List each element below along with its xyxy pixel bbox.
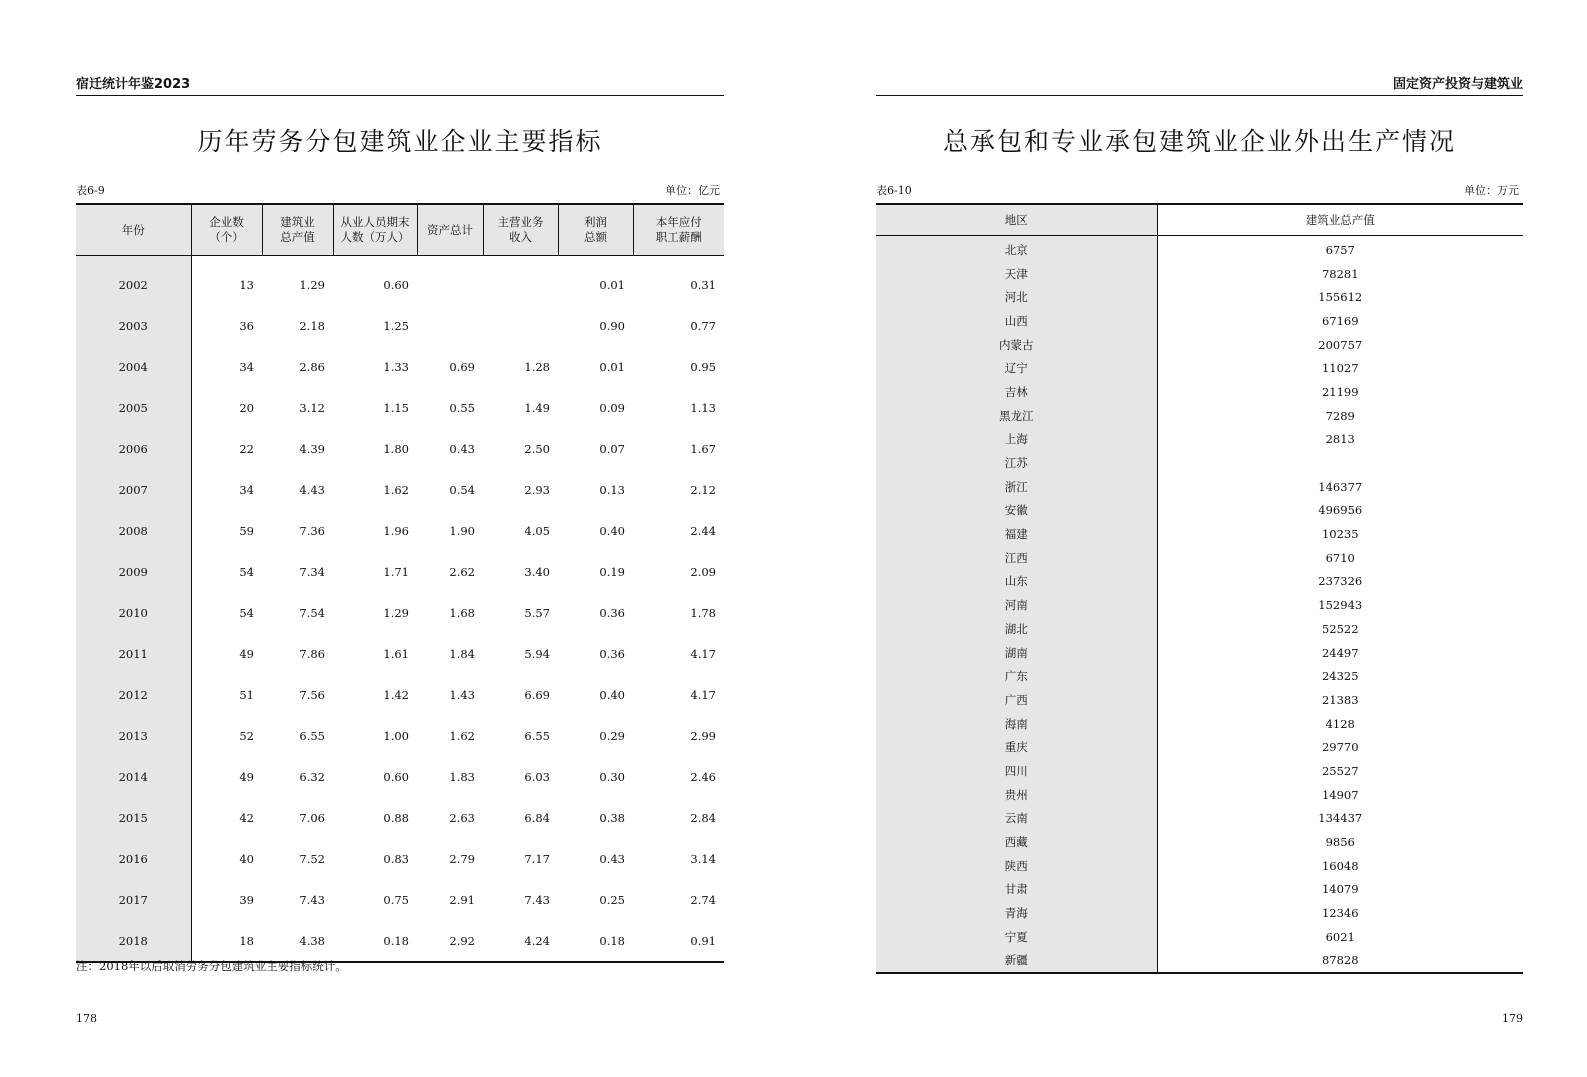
value-cell: 0.60 <box>383 769 409 784</box>
value-cell: 1.43 <box>449 687 475 702</box>
value-cell: 16048 <box>1321 858 1359 873</box>
table-code: 表6-9 <box>76 184 105 197</box>
table-row <box>76 387 724 428</box>
value-cell: 2.44 <box>690 523 716 538</box>
table-body <box>876 236 1523 974</box>
value-cell: 0.13 <box>599 482 625 497</box>
value-cell: 7.56 <box>299 687 325 702</box>
value-cell: 2.74 <box>690 892 716 907</box>
table-row <box>76 756 724 797</box>
value-cell: 52 <box>239 728 254 743</box>
value-cell: 0.18 <box>383 933 409 948</box>
value-cell: 0.38 <box>599 810 625 825</box>
year-cell: 2011 <box>76 633 191 674</box>
table-row <box>76 797 724 838</box>
value-cell: 4.43 <box>299 482 325 497</box>
value-cell: 3.40 <box>524 564 550 579</box>
value-cell <box>483 256 558 306</box>
table-row <box>876 735 1523 759</box>
value-cell: 13 <box>239 277 254 292</box>
value-cell: 7289 <box>1325 408 1355 423</box>
year-cell: 2015 <box>76 797 191 838</box>
value-cell: 0.43 <box>599 851 625 866</box>
table-row <box>76 920 724 962</box>
table-row <box>76 469 724 510</box>
value-cell: 34 <box>239 359 254 374</box>
table-row <box>876 901 1523 925</box>
table-row <box>76 715 724 756</box>
table-row <box>876 333 1523 357</box>
value-cell: 0.91 <box>690 933 716 948</box>
value-cell: 42 <box>239 810 254 825</box>
region-cell: 海南 <box>876 712 1157 736</box>
value-cell: 237326 <box>1318 574 1363 589</box>
table-row <box>876 499 1523 523</box>
value-cell: 2.50 <box>524 441 550 456</box>
value-cell: 4.17 <box>690 687 716 702</box>
value-cell: 1.49 <box>524 400 550 415</box>
value-cell: 54 <box>239 605 254 620</box>
value-cell: 25527 <box>1321 763 1359 778</box>
value-cell: 51 <box>239 687 254 702</box>
table-row <box>876 475 1523 499</box>
value-cell: 12346 <box>1321 906 1359 921</box>
value-cell: 1.84 <box>449 646 475 661</box>
value-cell: 1.29 <box>299 277 325 292</box>
column-header: 本年应付 职工薪酬 <box>633 204 724 256</box>
table-meta <box>876 184 1523 198</box>
table-row <box>876 641 1523 665</box>
value-cell: 0.30 <box>599 769 625 784</box>
table-row <box>876 759 1523 783</box>
year-cell: 2009 <box>76 551 191 592</box>
region-cell: 新疆 <box>876 949 1157 974</box>
value-cell: 6.55 <box>524 728 550 743</box>
value-cell: 0.19 <box>599 564 625 579</box>
region-cell: 甘肃 <box>876 878 1157 902</box>
region-cell: 北京 <box>876 236 1157 262</box>
region-cell: 贵州 <box>876 783 1157 807</box>
value-cell: 7.06 <box>299 810 325 825</box>
value-cell: 7.17 <box>524 851 550 866</box>
value-cell: 2.62 <box>449 564 475 579</box>
year-cell: 2007 <box>76 469 191 510</box>
year-cell: 2006 <box>76 428 191 469</box>
value-cell: 1.25 <box>383 318 409 333</box>
outbound-production-table <box>876 203 1523 974</box>
value-cell: 0.29 <box>599 728 625 743</box>
table-row <box>76 428 724 469</box>
table-row <box>76 592 724 633</box>
right-page <box>876 0 1523 1077</box>
year-cell: 2014 <box>76 756 191 797</box>
value-cell: 29770 <box>1321 740 1359 755</box>
value-cell: 4.05 <box>524 523 550 538</box>
value-cell: 21199 <box>1321 384 1359 399</box>
column-header: 从业人员期末 人数（万人） <box>333 204 417 256</box>
table-unit: 单位：万元 <box>1464 184 1519 197</box>
value-cell: 0.36 <box>599 646 625 661</box>
value-cell: 40 <box>239 851 254 866</box>
value-cell: 14907 <box>1321 787 1359 802</box>
value-cell: 2.92 <box>449 933 475 948</box>
table-row <box>76 633 724 674</box>
labor-subcontract-table <box>76 203 724 963</box>
table-note: 注：2018年以后取消劳务分包建筑业主要指标统计。 <box>76 959 347 973</box>
region-cell: 陕西 <box>876 854 1157 878</box>
table-row <box>876 664 1523 688</box>
value-cell: 6021 <box>1325 929 1355 944</box>
table-unit: 单位：亿元 <box>665 184 720 197</box>
table-code: 表6-10 <box>876 184 912 197</box>
table-row <box>876 617 1523 641</box>
value-cell: 1.62 <box>383 482 409 497</box>
table-row <box>876 783 1523 807</box>
table-row <box>76 879 724 920</box>
running-head: 宿迁统计年鉴2023 <box>76 77 724 96</box>
table-row <box>876 356 1523 380</box>
column-header: 利润 总额 <box>558 204 633 256</box>
table-row <box>76 510 724 551</box>
region-cell: 江苏 <box>876 451 1157 475</box>
value-cell: 7.34 <box>299 564 325 579</box>
value-cell <box>417 305 483 346</box>
value-cell: 7.36 <box>299 523 325 538</box>
value-cell <box>483 305 558 346</box>
value-cell: 7.43 <box>299 892 325 907</box>
value-cell: 67169 <box>1321 313 1359 328</box>
value-cell: 2.18 <box>299 318 325 333</box>
value-cell: 0.95 <box>690 359 716 374</box>
value-cell: 2813 <box>1325 432 1355 447</box>
region-cell: 上海 <box>876 428 1157 452</box>
value-cell: 14079 <box>1321 882 1359 897</box>
value-cell: 20 <box>239 400 254 415</box>
value-cell: 78281 <box>1321 266 1359 281</box>
value-cell: 9856 <box>1325 835 1355 850</box>
value-cell: 0.09 <box>599 400 625 415</box>
value-cell: 1.90 <box>449 523 475 538</box>
table-row <box>76 256 724 306</box>
value-cell: 2.86 <box>299 359 325 374</box>
value-cell: 3.14 <box>690 851 716 866</box>
value-cell: 2.63 <box>449 810 475 825</box>
value-cell: 4.24 <box>524 933 550 948</box>
value-cell: 6.84 <box>524 810 550 825</box>
value-cell: 0.43 <box>449 441 475 456</box>
year-cell: 2002 <box>76 256 191 306</box>
region-cell: 福建 <box>876 522 1157 546</box>
table-row <box>76 674 724 715</box>
value-cell: 2.99 <box>690 728 716 743</box>
value-cell: 1.33 <box>383 359 409 374</box>
value-cell: 2.46 <box>690 769 716 784</box>
region-cell: 内蒙古 <box>876 333 1157 357</box>
value-cell: 496956 <box>1318 503 1363 518</box>
value-cell: 21383 <box>1321 692 1359 707</box>
value-cell: 200757 <box>1318 337 1363 352</box>
value-cell: 1.78 <box>690 605 716 620</box>
value-cell: 7.43 <box>524 892 550 907</box>
value-cell: 11027 <box>1321 361 1359 376</box>
value-cell: 1.62 <box>449 728 475 743</box>
value-cell: 10235 <box>1321 527 1359 542</box>
value-cell: 4.39 <box>299 441 325 456</box>
region-cell: 广东 <box>876 664 1157 688</box>
region-cell: 山西 <box>876 309 1157 333</box>
region-cell: 山东 <box>876 570 1157 594</box>
region-cell: 河北 <box>876 285 1157 309</box>
region-cell: 广西 <box>876 688 1157 712</box>
column-header: 年份 <box>76 204 191 256</box>
column-header: 主营业务 收入 <box>483 204 558 256</box>
value-cell: 22 <box>239 441 254 456</box>
table-meta <box>76 184 724 198</box>
region-cell: 浙江 <box>876 475 1157 499</box>
value-cell: 1.61 <box>383 646 409 661</box>
table-row <box>876 428 1523 452</box>
table-row <box>876 925 1523 949</box>
value-cell: 1.00 <box>383 728 409 743</box>
table-row <box>876 688 1523 712</box>
value-cell: 0.54 <box>449 482 475 497</box>
left-page <box>76 0 724 1077</box>
year-cell: 2010 <box>76 592 191 633</box>
value-cell: 1.96 <box>383 523 409 538</box>
value-cell: 1.83 <box>449 769 475 784</box>
year-cell: 2016 <box>76 838 191 879</box>
value-cell: 3.12 <box>299 400 325 415</box>
value-cell: 0.77 <box>690 318 716 333</box>
table-header-row <box>76 204 724 256</box>
page-number: 178 <box>76 1012 97 1025</box>
value-cell: 7.52 <box>299 851 325 866</box>
table-row <box>876 546 1523 570</box>
value-cell: 0.60 <box>383 277 409 292</box>
running-head: 固定资产投资与建筑业 <box>876 77 1523 96</box>
value-cell: 146377 <box>1318 479 1363 494</box>
value-cell: 52522 <box>1321 621 1359 636</box>
table-row <box>876 807 1523 831</box>
value-cell: 34 <box>239 482 254 497</box>
year-cell: 2013 <box>76 715 191 756</box>
table-row <box>876 236 1523 262</box>
value-cell: 7.86 <box>299 646 325 661</box>
region-cell: 西藏 <box>876 830 1157 854</box>
year-cell: 2012 <box>76 674 191 715</box>
value-cell <box>417 256 483 306</box>
value-cell: 1.80 <box>383 441 409 456</box>
value-cell: 1.28 <box>524 359 550 374</box>
year-cell: 2017 <box>76 879 191 920</box>
value-cell: 0.83 <box>383 851 409 866</box>
table-row <box>76 346 724 387</box>
value-cell: 2.12 <box>690 482 716 497</box>
value-cell: 49 <box>239 646 254 661</box>
region-cell: 四川 <box>876 759 1157 783</box>
value-cell: 7.54 <box>299 605 325 620</box>
region-cell: 宁夏 <box>876 925 1157 949</box>
region-cell: 湖北 <box>876 617 1157 641</box>
table-row <box>876 712 1523 736</box>
value-cell: 0.01 <box>599 277 625 292</box>
region-cell: 河南 <box>876 593 1157 617</box>
value-cell: 0.69 <box>449 359 475 374</box>
value-cell: 1.15 <box>383 400 409 415</box>
year-cell: 2005 <box>76 387 191 428</box>
year-cell: 2004 <box>76 346 191 387</box>
value-cell: 6.55 <box>299 728 325 743</box>
value-cell: 6757 <box>1325 242 1355 257</box>
table-row <box>876 878 1523 902</box>
value-cell: 1.29 <box>383 605 409 620</box>
table-row <box>76 838 724 879</box>
column-header-output: 建筑业总产值 <box>1157 204 1523 236</box>
value-cell: 2.91 <box>449 892 475 907</box>
value-cell: 0.18 <box>599 933 625 948</box>
table-row <box>876 451 1523 475</box>
value-cell: 49 <box>239 769 254 784</box>
value-cell: 6.03 <box>524 769 550 784</box>
value-cell: 0.40 <box>599 687 625 702</box>
value-cell: 0.40 <box>599 523 625 538</box>
region-cell: 辽宁 <box>876 356 1157 380</box>
value-cell: 155612 <box>1318 290 1363 305</box>
table-row <box>876 262 1523 286</box>
value-cell: 4.38 <box>299 933 325 948</box>
value-cell: 24325 <box>1321 669 1359 684</box>
table-body <box>76 256 724 963</box>
value-cell: 134437 <box>1318 811 1363 826</box>
value-cell: 6.32 <box>299 769 325 784</box>
value-cell: 1.67 <box>690 441 716 456</box>
column-header: 企业数 （个） <box>191 204 262 256</box>
year-cell: 2018 <box>76 920 191 962</box>
value-cell: 2.93 <box>524 482 550 497</box>
value-cell: 4128 <box>1325 716 1355 731</box>
table-row <box>876 593 1523 617</box>
region-cell: 湖南 <box>876 641 1157 665</box>
value-cell: 6.69 <box>524 687 550 702</box>
value-cell: 87828 <box>1321 953 1359 968</box>
table-row <box>76 551 724 592</box>
value-cell: 0.55 <box>449 400 475 415</box>
column-header: 建筑业 总产值 <box>262 204 333 256</box>
value-cell: 0.01 <box>599 359 625 374</box>
value-cell: 2.09 <box>690 564 716 579</box>
value-cell: 0.31 <box>690 277 716 292</box>
value-cell <box>1157 451 1523 475</box>
page-number: 179 <box>1502 1012 1523 1025</box>
table-row <box>876 404 1523 428</box>
page-title: 总承包和专业承包建筑业企业外出生产情况 <box>942 127 1456 156</box>
value-cell: 1.13 <box>690 400 716 415</box>
value-cell: 0.75 <box>383 892 409 907</box>
value-cell: 2.79 <box>449 851 475 866</box>
table-row <box>876 285 1523 309</box>
value-cell: 18 <box>239 933 254 948</box>
region-cell: 江西 <box>876 546 1157 570</box>
region-cell: 安徽 <box>876 499 1157 523</box>
value-cell: 2.84 <box>690 810 716 825</box>
value-cell: 1.42 <box>383 687 409 702</box>
value-cell: 4.17 <box>690 646 716 661</box>
table-row <box>876 380 1523 404</box>
column-header-region: 地区 <box>876 204 1157 236</box>
value-cell: 0.90 <box>599 318 625 333</box>
value-cell: 39 <box>239 892 254 907</box>
column-header: 资产总计 <box>417 204 483 256</box>
table-row <box>876 854 1523 878</box>
value-cell: 1.68 <box>449 605 475 620</box>
value-cell: 0.07 <box>599 441 625 456</box>
value-cell: 0.36 <box>599 605 625 620</box>
region-cell: 青海 <box>876 901 1157 925</box>
value-cell: 5.57 <box>524 605 550 620</box>
value-cell: 6710 <box>1325 550 1355 565</box>
value-cell: 36 <box>239 318 254 333</box>
table-row <box>876 309 1523 333</box>
region-cell: 吉林 <box>876 380 1157 404</box>
region-cell: 天津 <box>876 262 1157 286</box>
region-cell: 黑龙江 <box>876 404 1157 428</box>
value-cell: 0.25 <box>599 892 625 907</box>
table-row <box>876 570 1523 594</box>
value-cell: 59 <box>239 523 254 538</box>
value-cell: 5.94 <box>524 646 550 661</box>
year-cell: 2003 <box>76 305 191 346</box>
table-row <box>876 830 1523 854</box>
value-cell: 54 <box>239 564 254 579</box>
value-cell: 0.88 <box>383 810 409 825</box>
value-cell: 1.71 <box>383 564 409 579</box>
table-row <box>76 305 724 346</box>
table-row <box>876 949 1523 974</box>
region-cell: 重庆 <box>876 735 1157 759</box>
year-cell: 2008 <box>76 510 191 551</box>
page-title: 历年劳务分包建筑业企业主要指标 <box>197 127 603 156</box>
table-row <box>876 522 1523 546</box>
value-cell: 152943 <box>1318 598 1363 613</box>
region-cell: 云南 <box>876 807 1157 831</box>
value-cell: 24497 <box>1321 645 1359 660</box>
table-header-row <box>876 204 1523 236</box>
